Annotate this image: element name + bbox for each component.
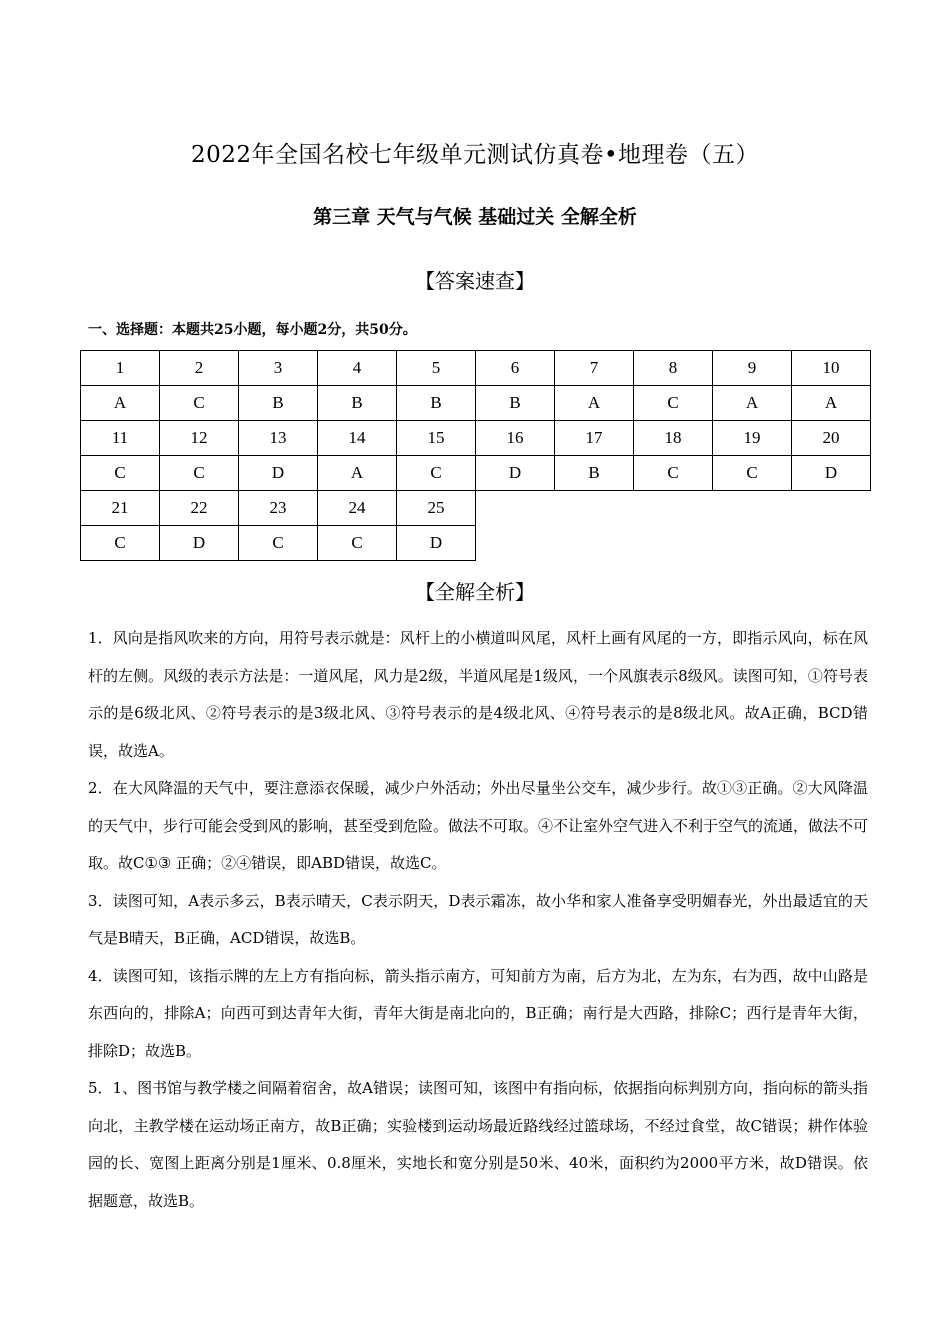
answer-cell: C <box>160 456 239 491</box>
answer-cell: C <box>318 526 397 561</box>
question-number-row <box>81 351 871 386</box>
question-number-cell: 23 <box>239 491 318 526</box>
empty-cell <box>634 491 713 526</box>
question-number-cell: 3 <box>239 351 318 386</box>
analysis-paragraph-4: 4．读图可知，该指示牌的左上方有指向标，箭头指示南方，可知前方为南，后方为北，左为东，右为西，故中山路是东西向的，排除A；向西可到达青年大街，青年大街是南北向的，B正确；南行是大西路，排除C；西行是青年大街，排除D；故选B。 <box>88 966 868 1060</box>
empty-cell <box>476 526 555 561</box>
answer-cell: C <box>81 526 160 561</box>
page-subtitle: 第三章 天气与气候 基础过关 全解全析 <box>313 206 637 228</box>
empty-cell <box>713 526 792 561</box>
answer-cell: C <box>81 456 160 491</box>
analysis-paragraph-1: 1．风向是指风吹来的方向，用符号表示就是：风杆上的小横道叫风尾，风杆上画有风尾的一方，即指示风向，标在风杆的左侧。风级的表示方法是：一道风尾，风力是2级，半道风尾是1级风，一个风旗表示8级风。读图可知，①符号表示的是6级北风、②符号表示的是3级北风、③符号表示的是4级北风、④符号表示的是8级北风。故A正确，BCD错误，故选A。 <box>88 629 868 760</box>
question-number-row <box>81 491 871 526</box>
question-number-cell: 24 <box>318 491 397 526</box>
answer-cell: A <box>318 456 397 491</box>
question-number-cell: 14 <box>318 421 397 456</box>
page-title: 2022年全国名校七年级单元测试仿真卷•地理卷（五） <box>190 142 760 168</box>
question-number-cell: 7 <box>555 351 634 386</box>
empty-cell <box>792 491 871 526</box>
answer-cell: D <box>397 526 476 561</box>
answer-cell: C <box>397 456 476 491</box>
answer-cell: A <box>792 386 871 421</box>
question-number-cell: 10 <box>792 351 871 386</box>
analysis-body <box>88 620 868 1220</box>
empty-cell <box>555 491 634 526</box>
answer-table <box>80 350 871 561</box>
question-number-cell: 2 <box>160 351 239 386</box>
empty-cell <box>792 526 871 561</box>
answer-cell: B <box>318 386 397 421</box>
question-number-row <box>81 421 871 456</box>
question-number-cell: 13 <box>239 421 318 456</box>
question-number-cell: 16 <box>476 421 555 456</box>
question-number-cell: 11 <box>81 421 160 456</box>
answer-cell: B <box>476 386 555 421</box>
question-number-cell: 1 <box>81 351 160 386</box>
answer-row <box>81 526 871 561</box>
question-number-cell: 6 <box>476 351 555 386</box>
section-heading-analysis: 【全解全析】 <box>415 580 535 604</box>
answer-cell: B <box>397 386 476 421</box>
answer-row <box>81 386 871 421</box>
answer-row <box>81 456 871 491</box>
empty-cell <box>555 526 634 561</box>
empty-cell <box>476 491 555 526</box>
empty-cell <box>634 526 713 561</box>
answer-cell: A <box>555 386 634 421</box>
analysis-paragraph-3: 3．读图可知，A表示多云，B表示晴天，C表示阴天，D表示霜冻，故小华和家人准备享受明媚春光，外出最适宜的天气是B晴天，B正确，ACD错误，故选B。 <box>88 891 868 947</box>
question-number-cell: 17 <box>555 421 634 456</box>
question-number-cell: 5 <box>397 351 476 386</box>
answer-cell: C <box>634 456 713 491</box>
answer-cell: C <box>713 456 792 491</box>
question-number-cell: 19 <box>713 421 792 456</box>
question-number-cell: 15 <box>397 421 476 456</box>
answer-cell: A <box>713 386 792 421</box>
answer-cell: B <box>555 456 634 491</box>
instruction-text: 一、选择题：本题共25小题，每小题2分，共50分。 <box>88 322 417 338</box>
answer-cell: D <box>239 456 318 491</box>
question-number-cell: 25 <box>397 491 476 526</box>
question-number-cell: 9 <box>713 351 792 386</box>
question-number-cell: 12 <box>160 421 239 456</box>
question-number-cell: 18 <box>634 421 713 456</box>
question-number-cell: 22 <box>160 491 239 526</box>
question-number-cell: 8 <box>634 351 713 386</box>
section-heading-answers: 【答案速查】 <box>415 269 535 293</box>
empty-cell <box>713 491 792 526</box>
question-number-cell: 21 <box>81 491 160 526</box>
question-number-cell: 4 <box>318 351 397 386</box>
answer-cell: D <box>160 526 239 561</box>
question-number-cell: 20 <box>792 421 871 456</box>
analysis-paragraph-5: 5．1、图书馆与教学楼之间隔着宿舍，故A错误；读图可知，该图中有指向标，依据指向标判别方向，指向标的箭头指向北，主教学楼在运动场正南方，故B正确；实验楼到运动场最近路线经过篮球场，不经过食堂，故C错误；耕作体验园的长、宽图上距离分别是1厘米、0.8厘米，实地长和宽分别是50米、40米，面积约为2000平方米，故D错误。依据题意，故选B。 <box>88 1079 868 1210</box>
answer-cell: C <box>634 386 713 421</box>
answer-cell: C <box>239 526 318 561</box>
analysis-paragraph-2: 2．在大风降温的天气中，要注意添衣保暖，减少户外活动；外出尽量坐公交车，减少步行。故①③正确。②大风降温的天气中，步行可能会受到风的影响，甚至受到危险。做法不可取。④不让室外空气进入不利于空气的流通，做法不可取。故C①③ 正确；②④错误，即ABD错误，故选C。 <box>88 779 869 872</box>
answer-cell: A <box>81 386 160 421</box>
answer-cell: D <box>476 456 555 491</box>
answer-cell: C <box>160 386 239 421</box>
answer-cell: D <box>792 456 871 491</box>
answer-cell: B <box>239 386 318 421</box>
